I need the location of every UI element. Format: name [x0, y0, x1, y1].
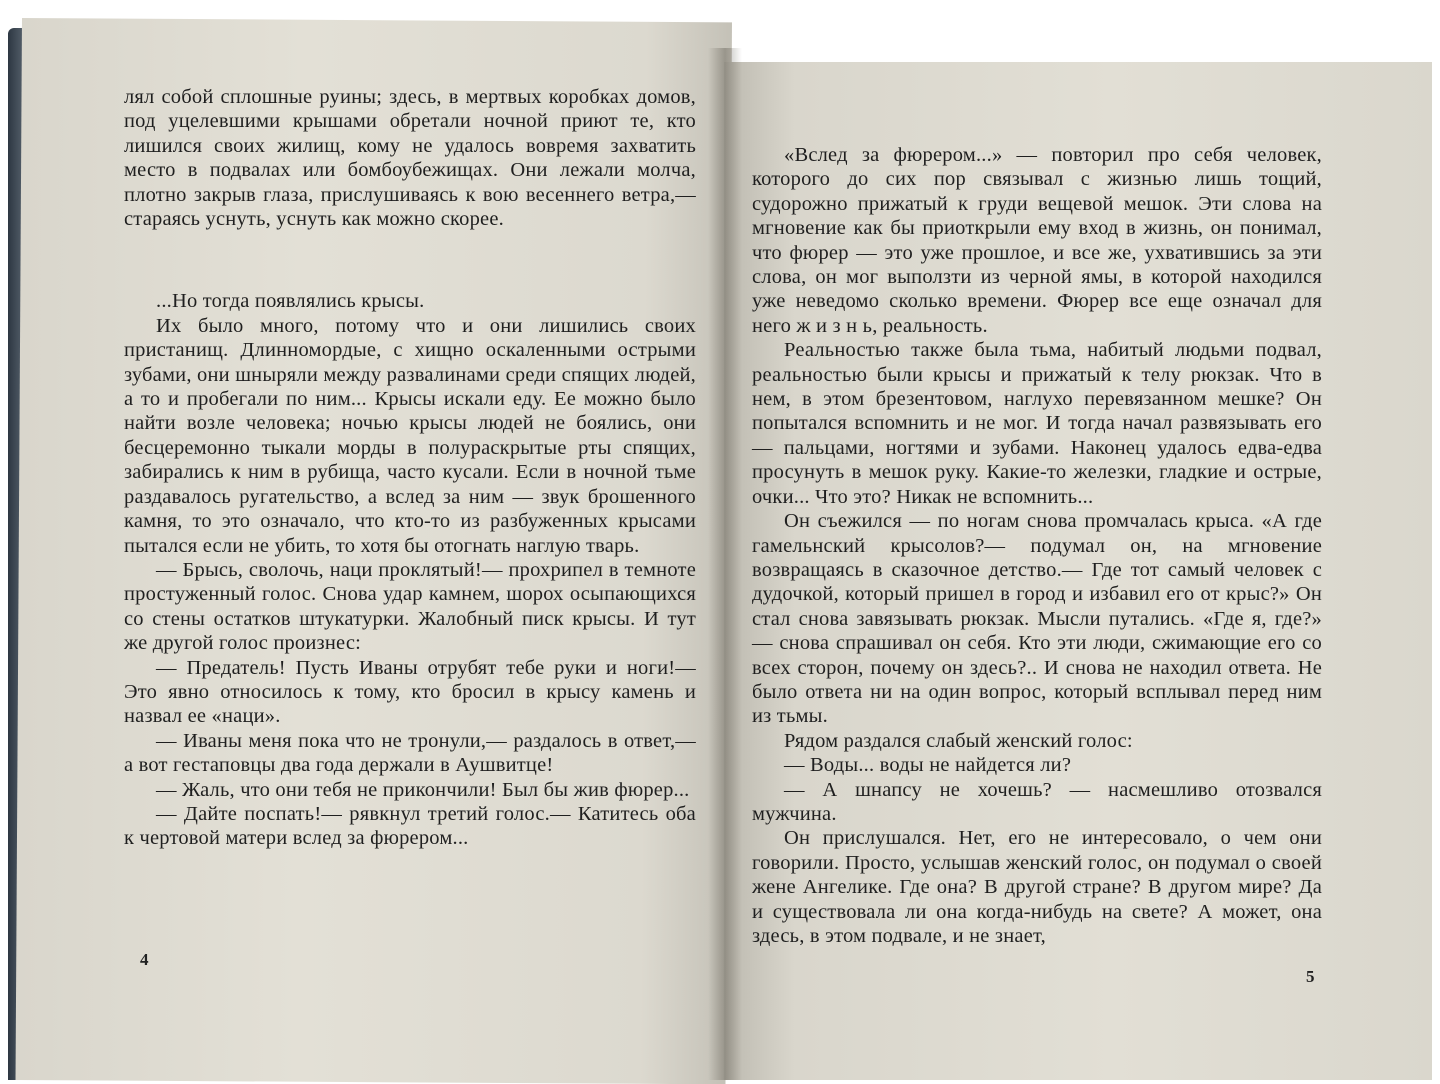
paragraph: Их было много, потому что и они лишились своих пристанищ. Длинномордые, с хищно оскаленными острыми зубами, они шныряли между развалинами среди спящих людей, а то и пробегали по ним... Крысы искали еду. Ее можно было найти возле человека; ночью крысы людей не боялись, они бесцеремонно тыкали морды в полураскрытые рты спящих, забирались к ним в рубища, часто кусали. Если в ночной тьме раздавалось ругательство, а вслед за ним — звук брошенного камня, то это означало, что кто-то из разбуженных крысами пытался если не убить, то хотя бы отогнать наглую тварь. — [124, 314, 696, 557]
paragraph: Он прислушался. Нет, его не интересовало, о чем они говорили. Просто, услышав женский голос, он подумал о своей жене Ангелике. Где она? В другой стране? В другом мире? Да и существовала ли она когда-нибудь на свете? А может, она здесь, в этом подвале, и не знает, — [752, 827, 1322, 947]
paragraph: — Жаль, что они тебя не прикончили! Был бы жив фюрер... — [156, 778, 690, 801]
paragraph: — Брысь, сволочь, наци проклятый!— прохрипел в темноте простуженный голос. Снова удар камнем, шорох осыпающихся со стены остатков штукатурки. Жалобный писк крысы. И тут же другой голос произнес: — [124, 558, 696, 655]
paragraph: лял собой сплошные руины; здесь, в мертвых коробках домов, под уцелевшими крышами обретали ночной приют те, кто лишился своих жилищ, кому не удалось вовремя захватить место в подвалах или бомбоубежищах. Они лежали молча, плотно закрыв глаза, прислушиваясь к вою весеннего ветра,— стараясь уснуть, уснуть как можно скорее. — [124, 86, 696, 231]
paragraph: Рядом раздался слабый женский голос: — [784, 729, 1133, 752]
right-page-text — [752, 143, 1322, 948]
paragraph: «Вслед за фюрером...» — повторил про себя человек, которого до сих пор связывал с жизнью лишь тощий, судорожно прижатый к груди вещевой мешок. Эти слова на мгновение как бы приоткрыли ему вход в жизнь, он понимал, что фюрер — это уже прошлое, и все же, ухватившись за эти слова, он мог выползти из черной ямы, в которой находился уже неведомо сколько времени. Фюрер все еще означал для него ж и з н ь, реальность. — [752, 144, 1322, 337]
page-number-left: 4 — [140, 950, 149, 969]
paragraph: Он съежился — по ногам снова промчалась крыса. «А где гамельнский крысолов?— подумал он, на мгновение возвращаясь в сказочное детство.— Где тот самый человек с дудочкой, который пришел в город и избавил его от крыс?» Он стал снова завязывать рюкзак. Мысли путались. «Где я, где?» — снова спрашивал он себя. Кто эти люди, сжимающие его со всех сторон, почему он здесь?.. И снова не находил ответа. Не было ответа ни на один вопрос, который всплывал перед ним из тьмы. — [752, 510, 1322, 728]
paragraph: — Дайте поспать!— рявкнул третий голос.— Катитесь оба к чертовой матери вслед за фюрером... — [124, 802, 696, 850]
left-page-text — [124, 85, 696, 851]
paragraph: — Предатель! Пусть Иваны отрубят тебе руки и ноги!— Это явно относилось к тому, кто бросил в крысу камень и назвал ее «наци». — [124, 656, 696, 728]
paragraph: — А шнапсу не хочешь? — насмешливо отозвался мужчина. — [752, 778, 1322, 825]
paragraph: — Воды... воды не найдется ли? — [784, 754, 1072, 777]
book-gutter — [708, 48, 742, 1080]
paragraph: — Иваны меня пока что не тронули,— раздалось в ответ,— а вот гестаповцы два года держали в Аушвитце! — [124, 729, 696, 777]
paragraph: ...Но тогда появлялись крысы. — [156, 290, 425, 313]
page-number-right: 5 — [1306, 967, 1315, 986]
paragraph: Реальностью также была тьма, набитый людьми подвал, реальностью были крысы и прижатый к телу рюкзак. Что в нем, в этом брезентовом, наглухо перевязанном мешке? Он попытался вспомнить и не мог. И тогда начал развязывать его — пальцами, ногтями и зубами. Наконец удалось едва-едва просунуть в мешок руку. Какие-то железки, гладкие и острые, очки... Что это? Никак не вспомнить... — [752, 339, 1322, 508]
